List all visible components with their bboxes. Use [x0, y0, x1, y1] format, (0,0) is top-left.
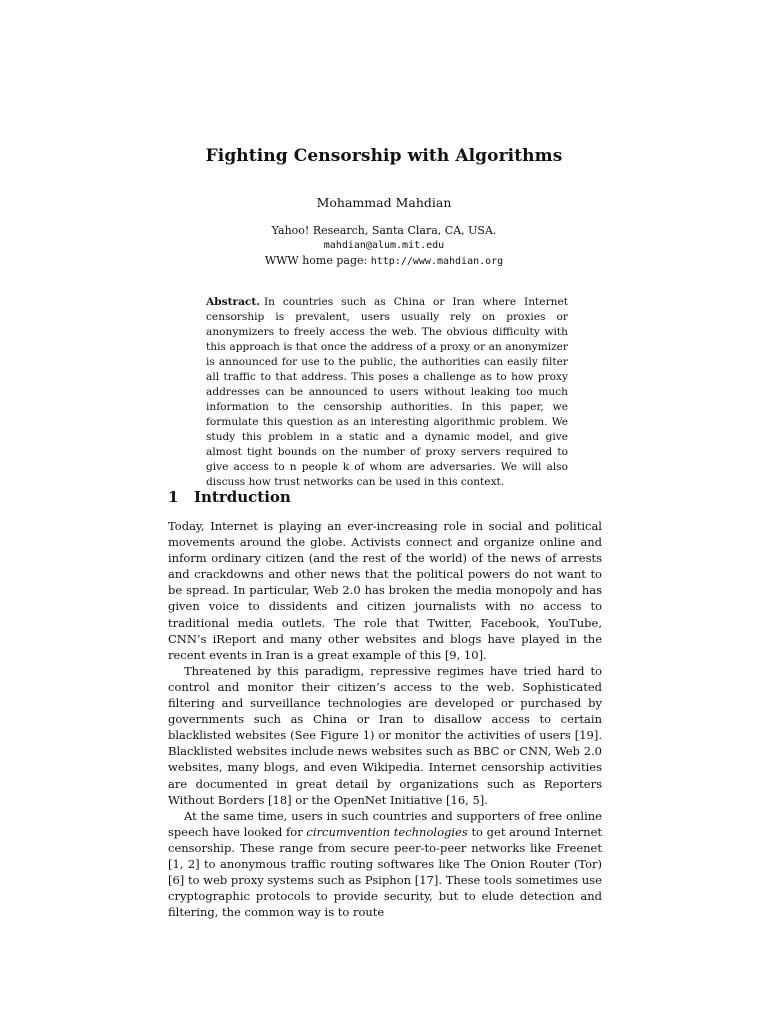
section-title: Intrduction — [194, 488, 291, 506]
paragraph-3-end: to get around Internet censorship. These range from secure peer-to-peer networks like Freenet [1, 2] to anonymous traffic routing softwares like The Onion Router (Tor) [6] to web proxy systems such as Psiphon [17]. These tools sometimes use cryptographic protocols to provide security, but to elude detection and filtering, the common way is to route — [168, 824, 602, 920]
abstract-text: In countries such as China or Iran where Internet censorship is prevalent, users usually rely on proxies or anonymizers to freely access the web. The obvious difficulty with this approach is that once the address of a proxy or an anonymizer is announced for use to the public, the authorities can easily filter all traffic to that address. This poses a challenge as to how proxy addresses can be announced to users without leaking too much information to the censorship authorities. In this paper, we formulate this question as an interesting algorithmic problem. We study this problem in a static and a dynamic model, and give almost tight bounds on the number of proxy servers required to give access to n people k of whom are adversaries. We will also discuss how trust networks can be used in this context. — [206, 296, 568, 488]
author-affiliation-block — [0, 223, 768, 269]
affiliation: Yahoo! Research, Santa Clara, CA, USA. — [271, 224, 497, 237]
section-heading — [168, 488, 291, 506]
author-email: mahdian@alum.mit.edu — [323, 240, 445, 251]
author-name: Mohammad Mahdian — [316, 195, 452, 210]
body-text — [168, 518, 602, 920]
paragraph-2: Threatened by this paradigm, repressive regimes have tried hard to control and monitor their citizen’s access to the web. Sophisticated filtering and surveillance technologies are developed or purchased by governments such as China or Iran to disallow access to certain blacklisted websites (See Figure 1) or monitor the activities of users [19]. Blacklisted websites include news websites such as BBC or CNN, Web 2.0 websites, many blogs, and even Wikipedia. Internet censorship activities are documented in great detail by organizations such as Reporters Without Borders [18] or the OpenNet Initiative [16, 5]. — [168, 663, 602, 807]
emphasis-term: circumvention technologies — [306, 824, 468, 839]
paper-title: Fighting Censorship with Algorithms — [205, 146, 563, 166]
homepage-url: http://www.mahdian.org — [370, 256, 504, 267]
paragraph-3 — [168, 808, 602, 921]
homepage-label: WWW home page: — [264, 254, 371, 267]
paragraph-1: Today, Internet is playing an ever-increasing role in social and political movements around the globe. Activists connect and organize online and inform ordinary citizen (and the rest of the world) of the news of arrests and crackdowns and other news that the political powers do not want to be spread. In particular, Web 2.0 has broken the media monopoly and has given voice to dissidents and citizen journalists with no access to traditional media outlets. The role that Twitter, Facebook, YouTube, CNN’s iReport and many other websites and blogs have played in the recent events in Iran is a great example of this [9, 10]. — [168, 519, 602, 662]
abstract — [206, 295, 568, 490]
section-number: 1 — [168, 488, 179, 506]
abstract-label: Abstract. — [206, 296, 260, 308]
paragraph-3-start: At the same time, users in such countries and supporters of free online speech have looked for — [168, 808, 602, 839]
homepage-line — [0, 253, 768, 269]
